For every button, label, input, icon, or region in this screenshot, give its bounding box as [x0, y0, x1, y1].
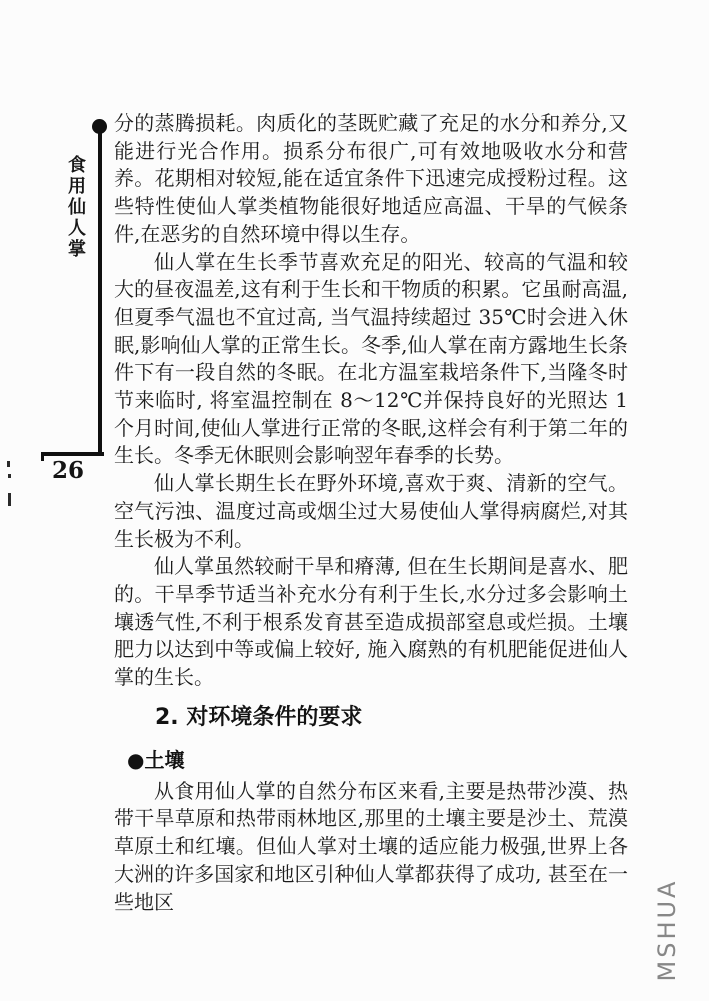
- paragraph: 从食用仙人掌的自然分布区来看,主要是热带沙漠、热带干旱草原和热带雨林地区,那里的土壤主要是沙土、荒漠草原土和红壤。但仙人掌对土壤的适应能力极强,世界上各大洲的许多国家和地区引种仙人掌都获得了成功, 甚至在一些地区: [114, 778, 628, 914]
- body-text-column: [114, 110, 628, 916]
- scan-speck: [8, 474, 11, 478]
- scan-speck: [8, 493, 11, 506]
- margin-rule-tick: [41, 452, 44, 461]
- paragraph: 分的蒸腾损耗。肉质化的茎既贮藏了充足的水分和养分,又能进行光合作用。损系分布很广,可有效地吸收水分和营养。花期相对较短,能在适宜条件下迅速完成授粉过程。这些特性使仙人掌类植物能很好地适应高温、干旱的气候条件,在恶劣的自然环境中得以生存。: [114, 111, 628, 246]
- section-heading: 2. 对环境条件的要求: [155, 704, 363, 730]
- paragraph: 仙人掌在生长季节喜欢充足的阳光、较高的气温和较大的昼夜温差,这有利于生长和干物质的积累。它虽耐高温,但夏季气温也不宜过高, 当气温持续超过 35℃时会进入休眠,影响仙人掌的正常生长。冬季,仙人掌在南方露地生长条件下有一段自然的冬眠。在北方温室栽培条件下,当隆冬时节来临时, 将室温控制在 8～12℃并保持良好的光照达 1 个月时间,使仙人掌进行正常的冬眠,这样会有利于第二年的生长。冬季无休眠则会影响翌年春季的长势。: [114, 249, 628, 468]
- margin-horizontal-rule: [41, 452, 104, 456]
- paragraph: 仙人掌长期生长在野外环境,喜欢于爽、清新的空气。空气污浊、温度过高或烟尘过大易使仙人掌得病腐烂,对其生长极为不利。: [114, 471, 628, 551]
- watermark-text: MSHUA: [653, 878, 681, 982]
- subsection-heading-soil: ●土壤: [127, 747, 185, 772]
- scan-speck: [7, 461, 10, 467]
- book-title-vertical: 食用仙人掌: [65, 155, 86, 260]
- page-number: 26: [51, 457, 84, 484]
- paragraph: 仙人掌虽然较耐干旱和瘠薄, 但在生长期间是喜水、肥的。干旱季节适当补充水分有利于生长,水分过多会影响土壤透气性,不利于根系发育甚至造成损部窒息或烂损。土壤肥力以达到中等或偏上较好, 施入腐熟的有机肥能促进仙人掌的生长。: [114, 554, 628, 690]
- margin-vertical-rule: [98, 126, 102, 456]
